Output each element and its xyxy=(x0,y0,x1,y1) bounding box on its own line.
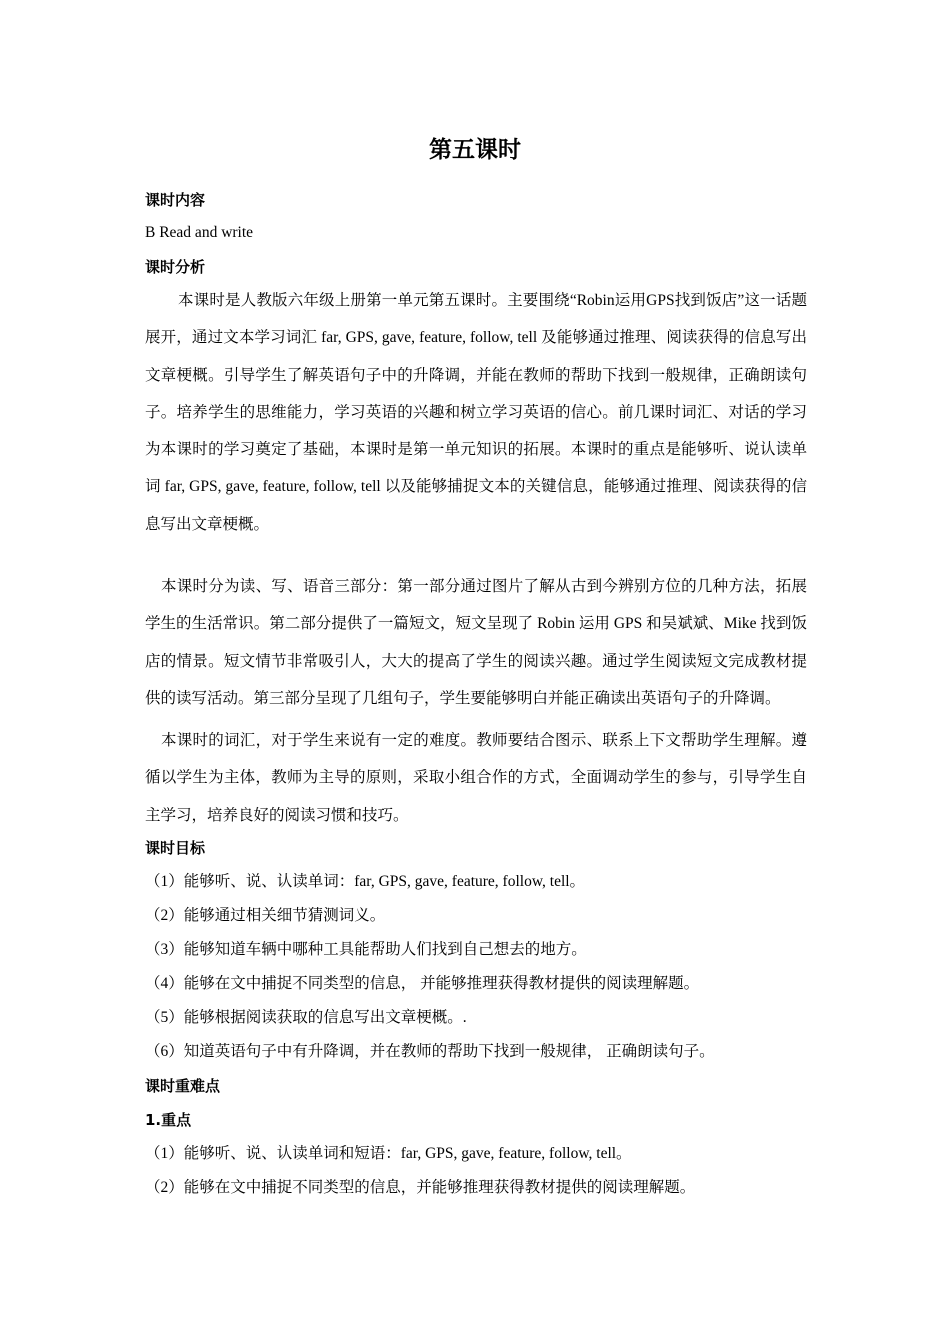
subheading-focus: 1.重点 xyxy=(145,1111,192,1129)
heading-lesson-content: 课时内容 xyxy=(145,191,206,209)
goal-item: （6）知道英语句子中有升降调，并在教师的帮助下找到一般规律， 正确朗读句子。 xyxy=(145,1043,715,1060)
key-point-item: （2）能够在文中捕捉不同类型的信息，并能够推理获得教材提供的阅读理解题。 xyxy=(145,1179,696,1196)
analysis-paragraph-3: 本课时的词汇，对于学生来说有一定的难度。教师要结合图示、联系上下文帮助学生理解。遵循以学生为主体，教师为主导的原则，采取小组合作的方式，全面调动学生的参与，引导学生自主学习，培养良好的阅读习惯和技巧。 xyxy=(145,732,807,824)
page-title: 第五课时 xyxy=(429,137,521,163)
goal-item: （5）能够根据阅读获取的信息写出文章梗概。. xyxy=(145,1009,467,1026)
analysis-paragraph-2: 本课时分为读、写、语音三部分：第一部分通过图片了解从古到今辨别方位的几种方法，拓展学生的生活常识。第二部分提供了一篇短文，短文呈现了 Robin 运用 GPS 和吴斌斌、Mike 找到饭店的情景。短文情节非常吸引人，大大的提高了学生的阅读兴趣。通过学生阅读短文完成教材提供的读写活动。第三部分呈现了几组句子，学生要能够明白并能正确读出英语句子的升降调。 xyxy=(145,578,807,707)
goal-item: （4）能够在文中捕捉不同类型的信息， 并能够推理获得教材提供的阅读理解题。 xyxy=(145,975,700,992)
goal-item: （3）能够知道车辆中哪种工具能帮助人们找到自己想去的地方。 xyxy=(145,941,587,958)
lesson-content-text: B Read and write xyxy=(145,224,254,241)
goal-item: （2）能够通过相关细节猜测词义。 xyxy=(145,907,386,924)
heading-lesson-analysis: 课时分析 xyxy=(145,258,206,276)
heading-key-points: 课时重难点 xyxy=(145,1077,221,1095)
heading-lesson-goals: 课时目标 xyxy=(145,839,206,857)
goal-item: （1）能够听、说、认读单词：far, GPS, gave, feature, follow, tell。 xyxy=(145,873,586,890)
analysis-paragraph-1: 本课时是人教版六年级上册第一单元第五课时。主要围绕“Robin运用GPS找到饭店”这一话题展开，通过文本学习词汇 far, GPS, gave, feature, follow, tell 及能够通过推理、阅读获得的信息写出文章梗概。引导学生了解英语句子中的升降调，并能在教师的帮助下找到一般规律，正确朗读句子。培养学生的思维能力，学习英语的兴趣和树立学习英语的信心。前几课时词汇、对话的学习为本课时的学习奠定了基础，本课时是第一单元知识的拓展。本课时的重点是能够听、说认读单词 far, GPS, gave, feature, follow, tell 以及能够捕捉文本的关键信息，能够通过推理、阅读获得的信息写出文章梗概。 xyxy=(145,292,807,533)
key-point-item: （1）能够听、说、认读单词和短语：far, GPS, gave, feature, follow, tell。 xyxy=(145,1145,632,1162)
